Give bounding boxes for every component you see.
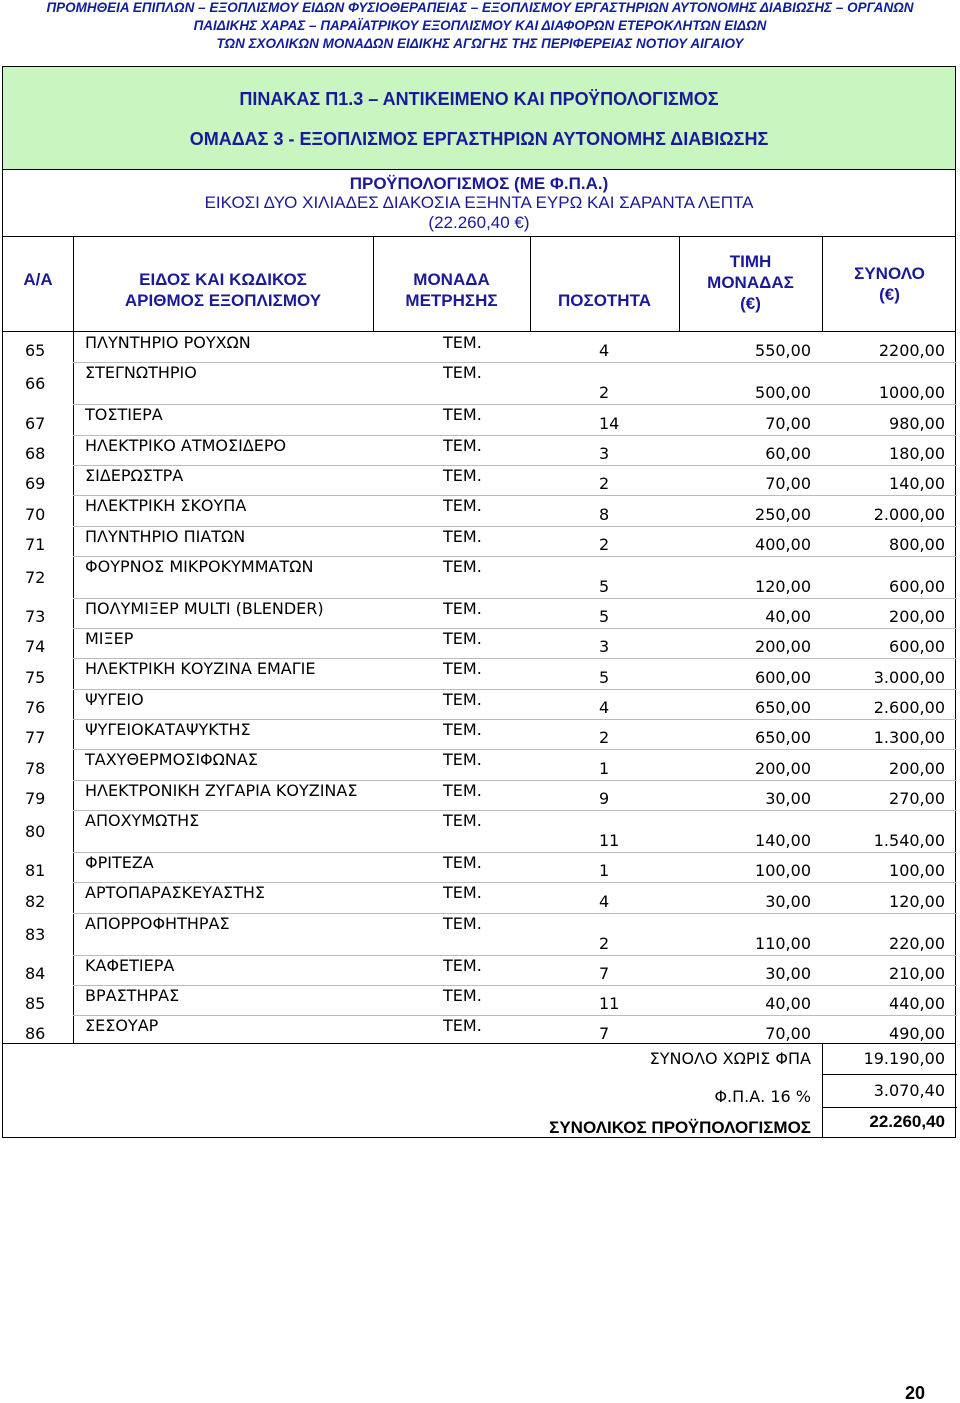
row-total: 100,00 xyxy=(889,861,945,881)
row-item-name: ΦΡΙΤΕΖΑ xyxy=(85,852,154,872)
row-item-name: ΑΠΟΧΥΜΩΤΗΣ xyxy=(85,810,200,830)
row-total: 180,00 xyxy=(889,443,945,463)
row-aa: 69 xyxy=(25,474,46,494)
row-unit-price: 120,00 xyxy=(755,576,811,596)
row-aa: 66 xyxy=(25,374,46,394)
row-aa: 72 xyxy=(25,567,46,587)
row-item-name: ΨΥΓΕΙΟΚΑΤΑΨΥΚΤΗΣ xyxy=(85,720,251,739)
vat-value: 3.070,40 xyxy=(873,1081,945,1100)
grand-total-value: 22.260,40 xyxy=(869,1112,945,1131)
row-unit-price: 650,00 xyxy=(755,728,811,748)
row-unit: ΤΕΜ. xyxy=(443,363,482,383)
row-unit-price: 60,00 xyxy=(765,443,811,463)
row-unit: ΤΕΜ. xyxy=(443,883,482,903)
row-total: 200,00 xyxy=(889,607,945,627)
col-header-price: ΤΙΜΗ ΜΟΝΑΔΑΣ (€) xyxy=(707,252,794,313)
row-total: 600,00 xyxy=(889,576,945,596)
row-unit-price: 200,00 xyxy=(755,758,811,778)
row-aa: 70 xyxy=(25,504,46,524)
row-aa: 79 xyxy=(25,788,46,808)
col-header-unit: ΜΟΝΑΔΑ ΜΕΤΡΗΣΗΣ xyxy=(405,270,498,310)
row-qty: 3 xyxy=(599,443,610,463)
row-aa: 77 xyxy=(25,728,46,748)
row-qty: 2 xyxy=(599,383,610,403)
row-total: 1.540,00 xyxy=(873,830,945,850)
row-unit-price: 70,00 xyxy=(765,474,811,494)
row-total: 3.000,00 xyxy=(873,667,945,687)
row-item-name: ΗΛΕΚΤΡΙΚΟ ΑΤΜΟΣΙΔΕΡΟ xyxy=(85,435,287,455)
row-total: 1000,00 xyxy=(878,383,945,403)
row-unit-price: 70,00 xyxy=(765,413,811,433)
row-qty: 4 xyxy=(599,698,610,717)
row-aa: 85 xyxy=(25,994,46,1014)
row-unit-price: 200,00 xyxy=(755,637,811,657)
row-item-name: ΑΡΤΟΠΑΡΑΣΚΕΥΑΣΤΗΣ xyxy=(85,883,265,903)
row-divider xyxy=(73,955,957,956)
row-unit: ΤΕΜ. xyxy=(443,985,482,1005)
header-line-2: ΠΑΙΔΙΚΗΣ ΧΑΡΑΣ – ΠΑΡΑΪΑΤΡΙΚΟΥ ΕΞΟΠΛΙΣΜΟΥ ΚΑΙ ΔΙΑΦΟΡΩΝ ΕΤΕΡΟΚΛΗΤΩΝ ΕΙΔΩΝ xyxy=(193,18,767,33)
row-aa: 74 xyxy=(25,637,46,657)
row-unit: ΤΕΜ. xyxy=(443,913,482,933)
row-unit: ΤΕΜ. xyxy=(443,465,482,485)
row-unit-price: 140,00 xyxy=(755,830,811,850)
row-qty: 14 xyxy=(599,413,620,433)
row-aa: 75 xyxy=(25,667,46,687)
row-total: 270,00 xyxy=(889,788,945,808)
col-header-aa: Α/Α xyxy=(23,270,53,289)
vat-label: Φ.Π.Α. 16 % xyxy=(714,1087,811,1106)
items-table xyxy=(2,236,956,1044)
row-item-name: ΗΛΕΚΤΡΙΚΗ ΣΚΟΥΠΑ xyxy=(85,496,247,516)
row-unit-price: 40,00 xyxy=(765,994,811,1014)
row-item-name: ΚΑΦΕΤΙΕΡΑ xyxy=(85,955,175,975)
row-item-name: ΤΟΣΤΙΕΡΑ xyxy=(85,405,163,425)
row-divider xyxy=(73,852,957,853)
row-qty: 1 xyxy=(599,861,610,881)
page-number: 20 xyxy=(905,1383,926,1403)
row-qty: 2 xyxy=(599,474,610,494)
row-unit-price: 30,00 xyxy=(765,891,811,911)
group-title: ΟΜΑΔΑΣ 3 - ΕΞΟΠΛΙΣΜΟΣ ΕΡΓΑΣΤΗΡΙΩΝ ΑΥΤΟΝΟΜΗΣ ΔΙΑΒΙΩΣΗΣ xyxy=(189,129,769,149)
row-item-name: ΑΠΟΡΡΟΦΗΤΗΡΑΣ xyxy=(85,913,230,933)
row-unit-price: 650,00 xyxy=(755,698,811,717)
row-item-name: ΠΛΥΝΤΗΡΙΟ ΠΙΑΤΩΝ xyxy=(85,526,246,546)
row-aa: 73 xyxy=(25,607,46,627)
row-item-name: ΗΛΕΚΤΡΙΚΗ ΚΟΥΖΙΝΑ ΕΜΑΓΙΕ xyxy=(85,659,316,679)
row-aa: 82 xyxy=(25,891,46,911)
row-unit-price: 40,00 xyxy=(765,607,811,627)
row-unit: ΤΕΜ. xyxy=(443,810,482,830)
row-divider xyxy=(73,985,957,986)
row-qty: 1 xyxy=(599,758,610,778)
row-aa: 81 xyxy=(25,861,46,881)
row-unit: ΤΕΜ. xyxy=(443,780,482,800)
row-divider xyxy=(73,1015,957,1016)
row-item-name: ΣΙΔΕΡΩΣΤΡΑ xyxy=(85,465,184,485)
row-qty: 2 xyxy=(599,933,610,953)
row-total: 600,00 xyxy=(889,637,945,657)
row-qty: 5 xyxy=(599,667,610,687)
row-aa: 76 xyxy=(25,698,46,717)
row-item-name: ΒΡΑΣΤΗΡΑΣ xyxy=(85,985,180,1005)
summary-box xyxy=(2,1043,956,1138)
budget-amount: (22.260,40 €) xyxy=(428,213,530,232)
row-unit-price: 500,00 xyxy=(755,383,811,403)
row-qty: 2 xyxy=(599,728,610,748)
header-line-1: ΠΡΟΜΗΘΕΙΑ ΕΠΙΠΛΩΝ – ΕΞΟΠΛΙΣΜΟΥ ΕΙΔΩΝ ΦΥΣΙΟΘΕΡΑΠΕΙΑΣ – ΕΞΟΠΛΙΣΜΟΥ ΕΡΓΑΣΤΗΡΙΩΝ ΑΥΤΟΝΟΜΗΣ ΔΙΑΒΙΩΣΗΣ – ΟΡΓΑΝΩΝ xyxy=(46,0,914,15)
col-header-total: ΣΥΝΟΛΟ (€) xyxy=(854,264,925,304)
row-item-name: ΦΟΥΡΝΟΣ ΜΙΚΡΟΚΥΜΜΑΤΩΝ xyxy=(85,556,314,576)
row-qty: 8 xyxy=(599,504,610,524)
row-qty: 11 xyxy=(599,994,620,1014)
row-divider xyxy=(73,810,957,811)
row-total: 220,00 xyxy=(889,933,945,953)
row-unit: ΤΕΜ. xyxy=(443,526,482,546)
row-unit: ΤΕΜ. xyxy=(443,496,482,516)
row-aa: 68 xyxy=(25,443,46,463)
row-unit: ΤΕΜ. xyxy=(443,689,482,709)
row-total: 490,00 xyxy=(889,1024,945,1044)
row-qty: 7 xyxy=(599,1024,610,1044)
row-item-name: ΠΟΛΥΜΙΞΕΡ MULTI (BLENDER) xyxy=(85,598,324,618)
row-unit: ΤΕΜ. xyxy=(443,659,482,679)
row-unit-price: 30,00 xyxy=(765,963,811,983)
row-total: 980,00 xyxy=(889,413,945,433)
row-total: 210,00 xyxy=(889,963,945,983)
row-divider xyxy=(73,689,957,690)
row-unit: ΤΕΜ. xyxy=(443,435,482,455)
col-header-item: ΕΙΔΟΣ ΚΑΙ ΚΩΔΙΚΟΣ ΑΡΙΘΜΟΣ ΕΞΟΠΛΙΣΜΟΥ xyxy=(124,270,322,310)
header-line-3: ΤΩΝ ΣΧΟΛΙΚΩΝ ΜΟΝΑΔΩΝ ΕΙΔΙΚΗΣ ΑΓΩΓΗΣ ΤΗΣ ΠΕΡΙΦΕΡΕΙΑΣ ΝΟΤΙΟΥ ΑΙΓΑΙΟΥ xyxy=(216,36,744,51)
row-unit: ΤΕΜ. xyxy=(443,955,482,975)
row-unit: ΤΕΜ. xyxy=(443,556,482,576)
row-total: 800,00 xyxy=(889,534,945,554)
row-unit-price: 600,00 xyxy=(755,667,811,687)
row-qty: 5 xyxy=(599,607,610,627)
row-aa: 86 xyxy=(25,1024,46,1044)
budget-words: ΕΙΚΟΣΙ ΔΥΟ ΧΙΛΙΑΔΕΣ ΔΙΑΚΟΣΙΑ ΕΞΗΝΤΑ ΕΥΡΩ ΚΑΙ ΣΑΡΑΝΤΑ ΛΕΠΤΑ xyxy=(204,193,754,212)
row-qty: 11 xyxy=(599,830,620,850)
row-total: 200,00 xyxy=(889,758,945,778)
row-unit: ΤΕΜ. xyxy=(443,750,482,770)
row-item-name: ΨΥΓΕΙΟ xyxy=(85,689,144,709)
row-total: 2.600,00 xyxy=(873,698,945,717)
net-total-value: 19.190,00 xyxy=(863,1049,945,1068)
row-unit-price: 400,00 xyxy=(755,534,811,554)
row-unit: ΤΕΜ. xyxy=(443,598,482,618)
row-unit-price: 110,00 xyxy=(755,933,811,953)
table-title: ΠΙΝΑΚΑΣ Π1.3 – ΑΝΤΙΚΕΙΜΕΝΟ ΚΑΙ ΠΡΟΫΠΟΛΟΓΙΣΜΟΣ xyxy=(239,89,719,109)
row-divider xyxy=(73,628,957,629)
row-qty: 9 xyxy=(599,788,610,808)
col-header-qty: ΠΟΣΟΤΗΤΑ xyxy=(558,291,651,310)
row-item-name: ΣΤΕΓΝΩΤΗΡΙΟ xyxy=(85,363,197,383)
row-aa: 83 xyxy=(25,924,46,944)
row-unit: ΤΕΜ. xyxy=(443,852,482,872)
row-unit: ΤΕΜ. xyxy=(443,1016,482,1036)
row-qty: 7 xyxy=(599,963,610,983)
row-unit-price: 100,00 xyxy=(755,861,811,881)
row-unit: ΤΕΜ. xyxy=(443,333,482,352)
row-total: 2.000,00 xyxy=(873,504,945,524)
row-unit-price: 70,00 xyxy=(765,1024,811,1044)
row-item-name: ΗΛΕΚΤΡΟΝΙΚΗ ΖΥΓΑΡΙΑ ΚΟΥΖΙΝΑΣ xyxy=(85,780,358,800)
row-aa: 80 xyxy=(25,821,46,841)
row-item-name: ΣΕΣΟΥΑΡ xyxy=(85,1016,159,1036)
row-divider xyxy=(73,465,957,466)
row-divider xyxy=(73,362,957,363)
grand-total-label: ΣΥΝΟΛΙΚΟΣ ΠΡΟΫΠΟΛΟΓΙΣΜΟΣ xyxy=(549,1118,811,1137)
row-total: 2200,00 xyxy=(878,341,945,361)
row-total: 140,00 xyxy=(889,474,945,494)
net-total-label: ΣΥΝΟΛΟ ΧΩΡΙΣ ΦΠΑ xyxy=(649,1049,811,1068)
budget-label: ΠΡΟΫΠΟΛΟΓΙΣΜΟΣ (ΜΕ Φ.Π.Α.) xyxy=(349,174,609,193)
row-unit-price: 250,00 xyxy=(755,504,811,524)
row-divider xyxy=(73,404,957,405)
row-item-name: ΠΛΥΝΤΗΡΙΟ ΡΟΥΧΩΝ xyxy=(85,333,251,352)
row-item-name: ΤΑΧΥΘΕΡΜΟΣΙΦΩΝΑΣ xyxy=(85,750,258,770)
row-unit-price: 550,00 xyxy=(755,341,811,361)
row-qty: 5 xyxy=(599,576,610,596)
row-item-name: ΜΙΞΕΡ xyxy=(85,629,134,649)
row-total: 440,00 xyxy=(889,994,945,1014)
row-unit: ΤΕΜ. xyxy=(443,629,482,649)
row-qty: 2 xyxy=(599,534,610,554)
row-total: 1.300,00 xyxy=(873,728,945,748)
row-unit-price: 30,00 xyxy=(765,788,811,808)
row-aa: 78 xyxy=(25,758,46,778)
row-aa: 65 xyxy=(25,341,46,361)
title-box xyxy=(2,66,956,170)
row-unit: ΤΕΜ. xyxy=(443,720,482,739)
row-aa: 71 xyxy=(25,534,46,554)
row-aa: 67 xyxy=(25,413,46,433)
row-qty: 4 xyxy=(599,891,610,911)
row-unit: ΤΕΜ. xyxy=(443,405,482,425)
row-qty: 4 xyxy=(599,341,610,361)
row-qty: 3 xyxy=(599,637,610,657)
row-total: 120,00 xyxy=(889,891,945,911)
budget-box xyxy=(2,169,956,237)
row-aa: 84 xyxy=(25,963,46,983)
